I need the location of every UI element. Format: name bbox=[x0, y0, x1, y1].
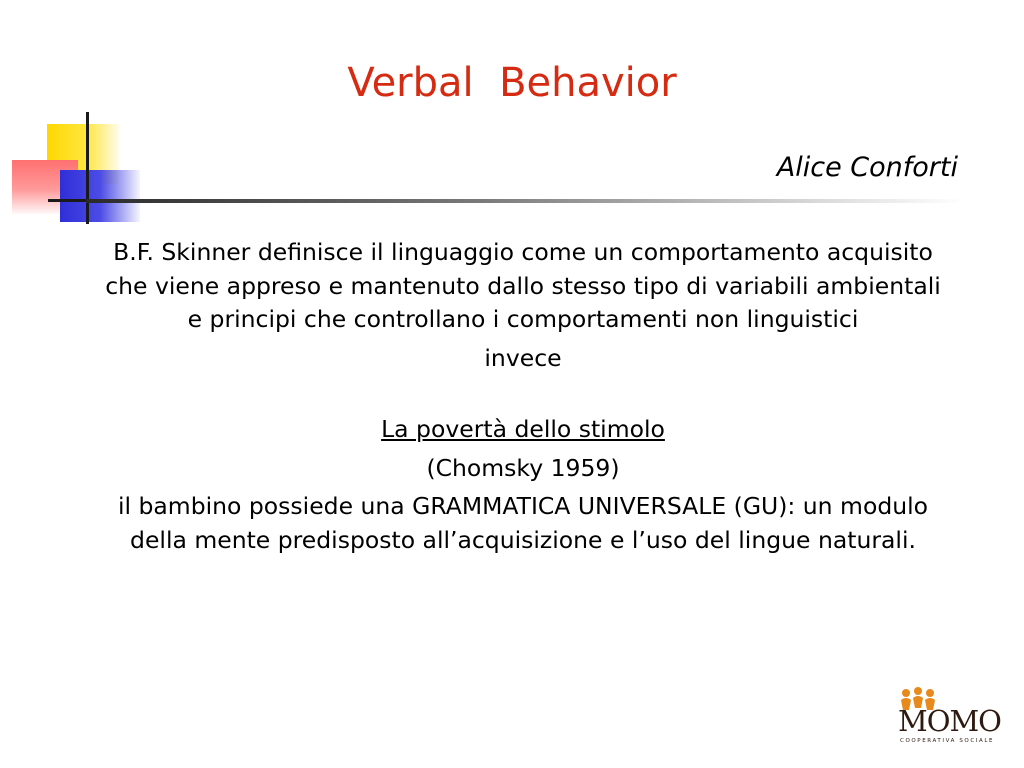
section-heading: La povertà dello stimolo bbox=[381, 415, 665, 443]
author-name: Alice Conforti bbox=[776, 152, 958, 183]
logo-wordmark: MOMO bbox=[898, 704, 1001, 738]
connector-text: invece bbox=[484, 343, 562, 372]
title-divider-rule bbox=[86, 199, 964, 203]
decorative-vertical-line bbox=[86, 112, 89, 224]
citation-text: (Chomsky 1959) bbox=[426, 453, 620, 482]
chomsky-paragraph: il bambino possiede una GRAMMATICA UNIVERSALE (GU): un modulo della mente predisposto all’acquisizione e l’uso del lingue naturali. bbox=[117, 492, 929, 554]
momo-logo bbox=[898, 686, 1008, 750]
logo-subtitle: COOPERATIVA SOCIALE bbox=[900, 738, 995, 744]
slide-body bbox=[100, 236, 946, 557]
slide-title: Verbal Behavior bbox=[347, 60, 677, 106]
skinner-paragraph: B.F. Skinner definisce il linguaggio come un comportamento acquisito che viene appreso e mantenuto dallo stesso tipo di variabili ambientali e principi che controllano i comportamenti non linguistici bbox=[105, 238, 941, 333]
decorative-blue-square bbox=[60, 170, 140, 222]
